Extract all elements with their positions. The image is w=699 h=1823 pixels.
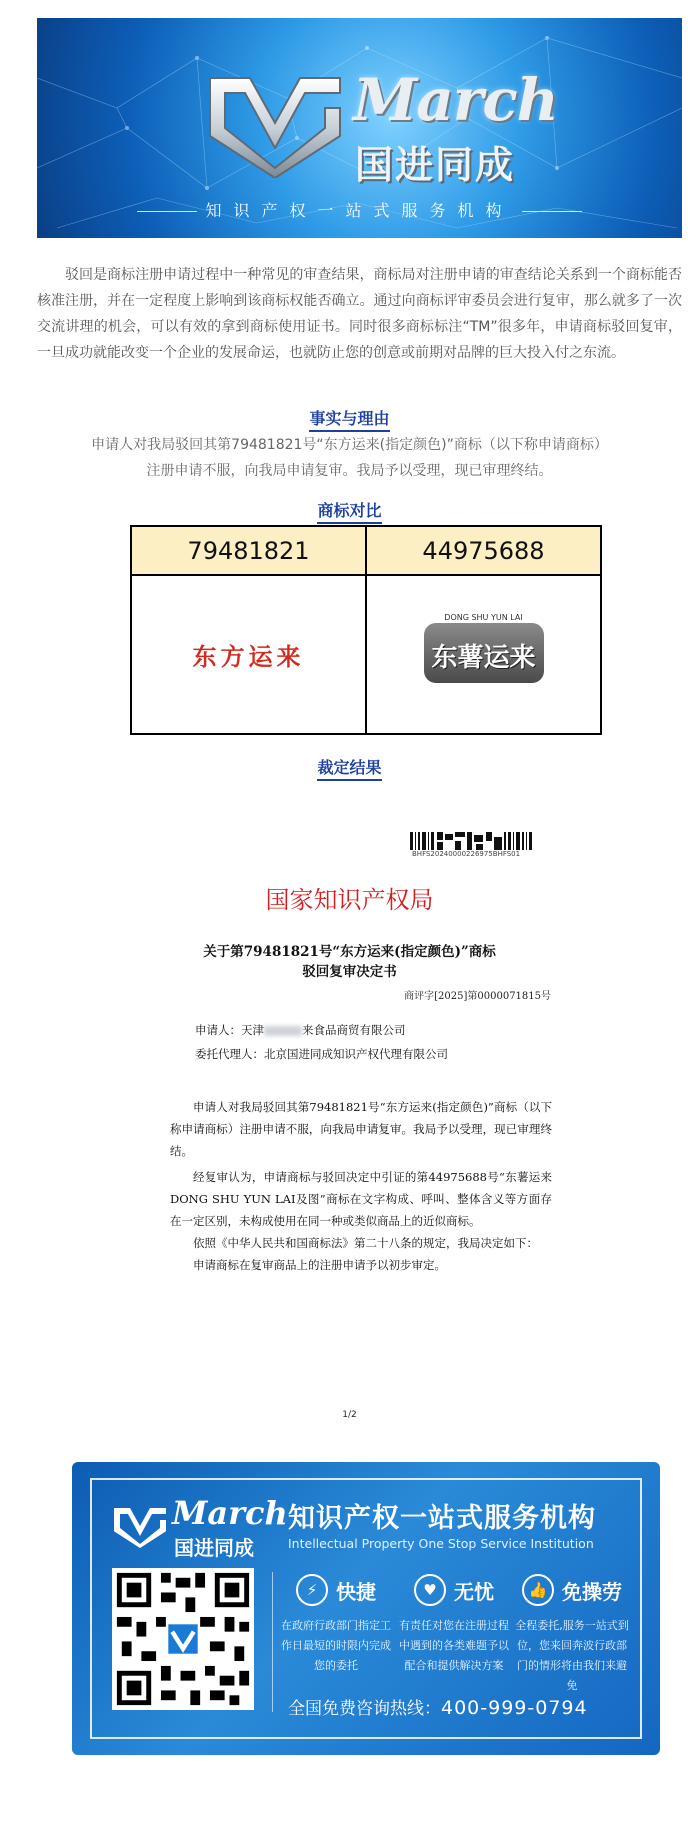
agent-line: 委托代理人：北京国进同成知识产权代理有限公司 bbox=[195, 1047, 448, 1061]
facts-line-2: 注册申请不服，向我局申请复审。我局予以受理，现已审理终结。 bbox=[146, 463, 553, 479]
cited-mark-number: 44975688 bbox=[366, 526, 601, 575]
feature-fast: ⚡ 快捷 在政府行政部门指定工作日最短的时限内完成您的委托 bbox=[276, 1574, 396, 1676]
cited-mark-image bbox=[366, 575, 601, 734]
hotline-number[interactable]: 400-999-0794 bbox=[441, 1697, 588, 1719]
document-title-line-1: 关于第79481821号“东方运来(指定颜色)”商标 bbox=[203, 944, 496, 960]
cited-mark-logo bbox=[424, 612, 544, 683]
brand-name-cn: 国进同成 bbox=[355, 143, 516, 187]
applicant-mark-image bbox=[131, 575, 366, 734]
footer-brand-cn: 国进同成 bbox=[174, 1536, 254, 1560]
footer-promo-card bbox=[72, 1462, 660, 1755]
header-banner bbox=[37, 18, 682, 238]
cited-mark-pinyin: DONG SHU YUN LAI bbox=[444, 612, 523, 622]
lightning-icon: ⚡ bbox=[296, 1574, 328, 1606]
barcode-number: BHFS20240000226975BHFS01 bbox=[412, 850, 521, 858]
document-title-line-2: 驳回复审决定书 bbox=[302, 964, 397, 980]
footer-subline: Intellectual Property One Stop Service Institution bbox=[288, 1536, 594, 1551]
banner-tagline: 知识产权一站式服务机构 bbox=[37, 198, 682, 221]
footer-brand-en: March bbox=[172, 1494, 288, 1532]
applicant-line: 申请人：天津 来食品商贸有限公司 bbox=[195, 1023, 406, 1037]
m-logo-icon bbox=[205, 68, 345, 178]
thumb-icon: 👍 bbox=[522, 1574, 554, 1606]
applicant-mark-text: 东方运来 bbox=[192, 642, 305, 671]
footer-divider bbox=[272, 1572, 273, 1712]
feature-hassle-free: 👍 免操劳 全程委托,服务一站式到位，您来回奔波行政部门的情形将由我们来避免 bbox=[512, 1574, 632, 1696]
result-title: 裁定结果 bbox=[0, 755, 699, 778]
feature-worry-free: ♥ 无忧 有责任对您在注册过程中遇到的各类难题予以配合和提供解决方案 bbox=[394, 1574, 514, 1676]
facts-title: 事实与理由 bbox=[0, 406, 699, 429]
trademark-comparison-table bbox=[130, 525, 602, 735]
cited-mark-text: 东薯运来 bbox=[431, 642, 536, 673]
intro-paragraph: 驳回是商标注册申请过程中一种常见的审查结果，商标局对注册申请的审查结论关系到一个商标能否核准注册，并在一定程度上影响到该商标权能否确立。通过向商标评审委员会进行复审，那么就多了一次交流讲理的机会，可以有效的拿到商标使用证书。同时很多商标标注“TM”很多年，申请商标驳回复审，一旦成功就能改变一个企业的发展命运，也就防止您的创意或前期对品牌的巨大投入付之东流。 bbox=[37, 267, 682, 361]
decision-paragraph-3: 依照《中华人民共和国商标法》第二十八条的规定，我局决定如下： bbox=[193, 1236, 538, 1250]
page-number: 1/2 bbox=[342, 1410, 357, 1420]
qr-code-icon[interactable] bbox=[112, 1568, 254, 1710]
brand-logo bbox=[205, 58, 558, 187]
footer-m-logo-icon bbox=[112, 1500, 168, 1552]
heart-icon: ♥ bbox=[414, 1574, 446, 1606]
redacted-text bbox=[264, 1026, 302, 1036]
issuing-office: 国家知识产权局 bbox=[265, 886, 434, 914]
barcode-icon bbox=[410, 832, 535, 850]
comparison-title: 商标对比 bbox=[0, 498, 699, 521]
applicant-mark-number: 79481821 bbox=[131, 526, 366, 575]
facts-line-1: 申请人对我局驳回其第79481821号“东方运来(指定颜色)”商标（以下称申请商标） bbox=[91, 437, 608, 453]
decision-paragraph-1: 申请人对我局驳回其第79481821号“东方运来(指定颜色)”商标（以下称申请商标）注册申请不服，向我局申请复审。我局予以受理，现已审理终结。 bbox=[170, 1100, 552, 1158]
footer-headline: 知识产权一站式服务机构 bbox=[288, 1503, 596, 1534]
decision-paragraph-4: 申请商标在复审商品上的注册申请予以初步审定。 bbox=[193, 1258, 446, 1272]
decision-document bbox=[0, 830, 699, 1440]
decision-paragraph-2: 经复审认为，申请商标与驳回决定中引证的第44975688号“东薯运来DONG SHU YUN LAI及图”商标在文字构成、呼叫、整体含义等方面存在一定区别，未构成使用在同一种或类似商品上的近似商标。 bbox=[170, 1170, 552, 1228]
brand-name-en: March bbox=[353, 66, 558, 134]
document-number: 商评字[2025]第0000071815号 bbox=[404, 991, 551, 1002]
hotline[interactable]: 全国免费咨询热线：400-999-0794 bbox=[288, 1697, 588, 1719]
